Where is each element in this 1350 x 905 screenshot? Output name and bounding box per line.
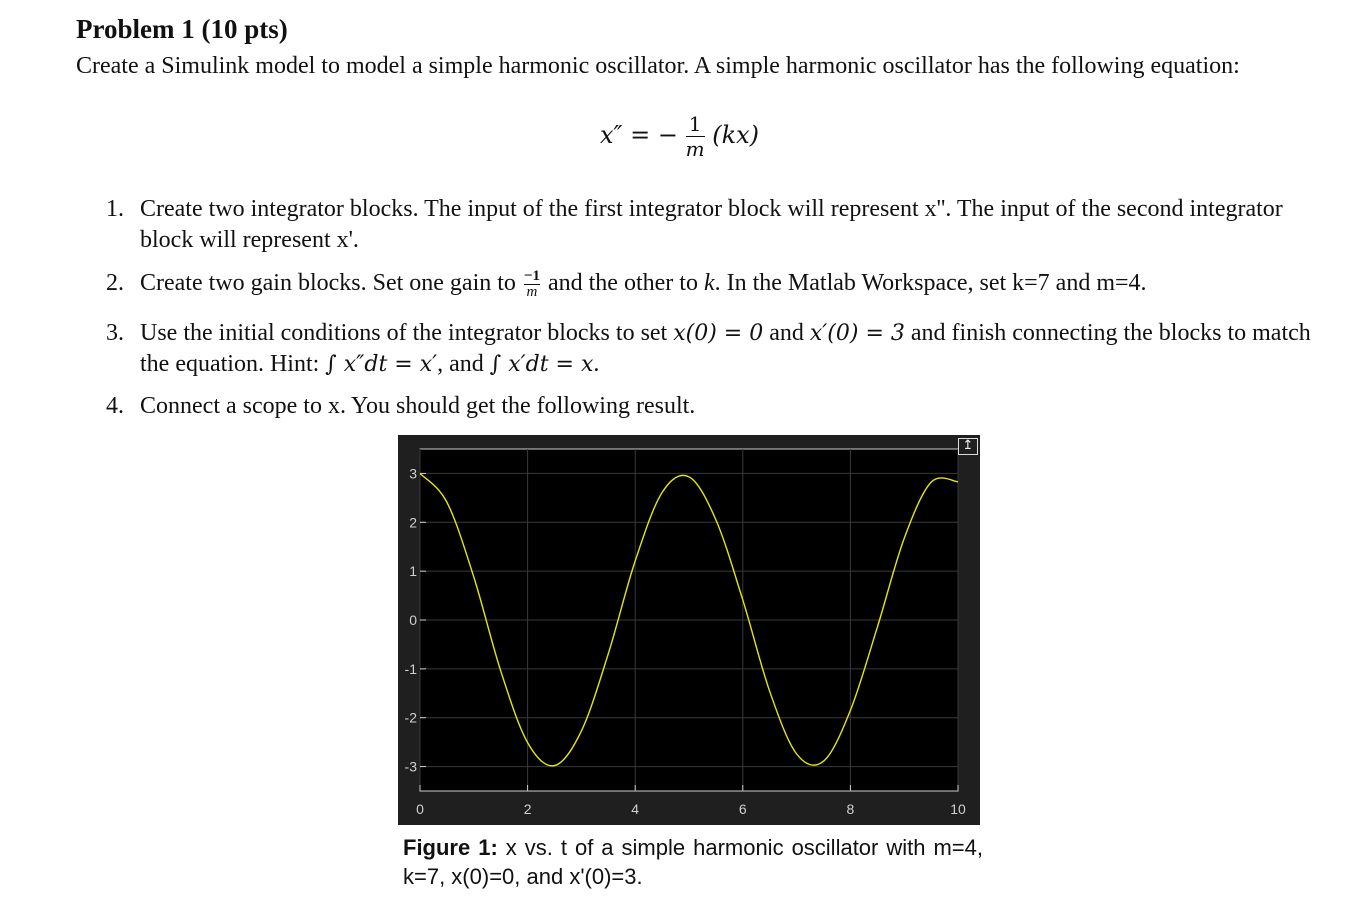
equation — [600, 112, 759, 161]
gain-fraction: $\frac{-1}{m}$ — [523, 267, 540, 300]
scope-figure — [398, 435, 980, 825]
y-tick-label: -1 — [404, 660, 417, 677]
scope-plot — [398, 435, 980, 825]
x-tick-label: 8 — [846, 801, 855, 817]
step-3 — [106, 318, 1311, 377]
step-number: 3. — [106, 320, 124, 346]
step-2 — [106, 267, 1147, 300]
equation-numerator: 1 — [686, 112, 705, 137]
y-tick-label: 2 — [409, 514, 417, 531]
figure-caption — [403, 833, 983, 891]
intro-text: Create a Simulink model to model a simple harmonic oscillator. A simple harmonic oscillator has the following equation: — [76, 53, 1240, 79]
step-number: 1. — [106, 196, 124, 222]
problem-title: Problem 1 (10 pts) — [76, 14, 288, 44]
x-tick-label: 0 — [416, 801, 424, 817]
y-tick-label: 3 — [409, 465, 417, 482]
equation-lhs: x″ = − — [600, 121, 678, 149]
equation-fraction — [686, 112, 705, 161]
caption-label: Figure 1: — [403, 835, 498, 860]
step-text: Use the initial conditions of the integrator blocks to set x(0) = 0 and x′(0) = 3 and finish connecting the blocks to match the equation. Hint: ∫ x″dt = x′, and ∫ x′dt = x. — [140, 320, 1311, 377]
step-1 — [106, 194, 1283, 253]
y-tick-label: -3 — [404, 758, 417, 775]
step-text: Create two gain blocks. Set one gain to $\frac{-1}{m}$ and the other to k. In the Matlab Workspace, set k=7 and m=4. — [140, 267, 1147, 300]
step-text: Create two integrator blocks. The input of the first integrator block will represent x''. The input of the second integrator block will represent x'. — [140, 196, 1283, 253]
y-tick-label: 0 — [409, 612, 417, 628]
x-tick-label: 4 — [631, 801, 640, 817]
equation-rhs: (kx) — [712, 121, 760, 149]
step-number: 2. — [106, 270, 124, 296]
x-tick-label: 10 — [950, 801, 966, 817]
undock-icon[interactable]: ↥ — [958, 438, 978, 455]
x-tick-label: 2 — [523, 801, 532, 817]
x-tick-label: 6 — [738, 801, 747, 817]
step-number: 4. — [106, 393, 124, 419]
equation-denominator: m — [685, 137, 705, 161]
y-tick-label: 1 — [409, 563, 417, 580]
y-tick-label: -2 — [404, 709, 417, 726]
caption-text: x vs. t of a simple harmonic oscillator with m=4, k=7, x(0)=0, and x'(0)=3. — [403, 835, 983, 889]
step-4 — [106, 391, 696, 422]
step-text: Connect a scope to x. You should get the following result. — [140, 393, 696, 419]
